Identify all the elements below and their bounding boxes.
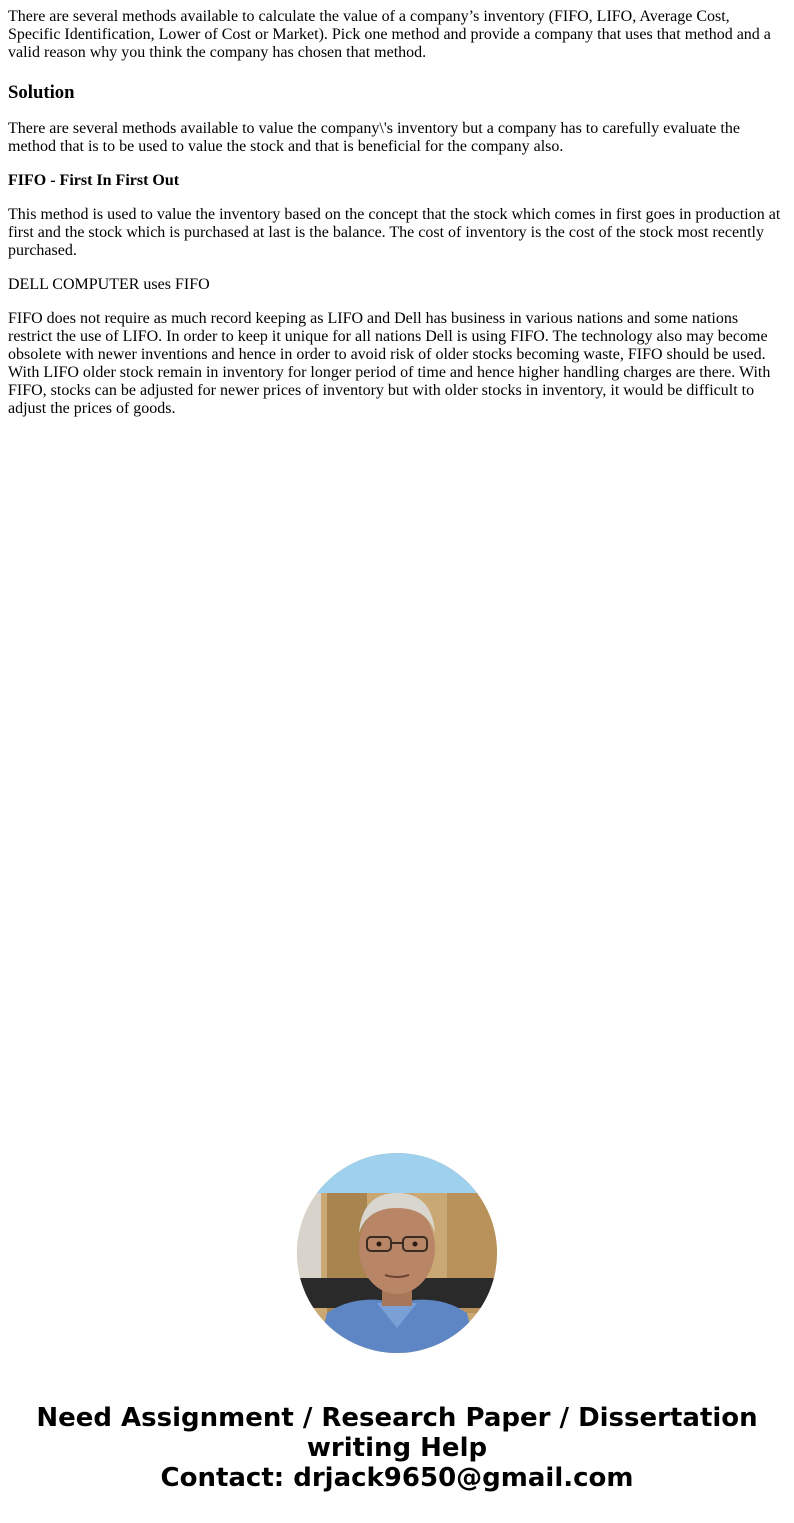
author-avatar: [297, 1153, 497, 1353]
method-description: This method is used to value the inventory based on the concept that the stock which comes in first goes in production at first and the stock which is purchased at last is the balance. The cost of inventory is the cost of the stock most recently purchased.: [8, 206, 781, 259]
solution-heading: Solution: [8, 82, 75, 103]
reasoning-paragraph: FIFO does not require as much record keeping as LIFO and Dell has business in various nations and some nations restrict the use of LIFO. In order to keep it unique for all nations Dell is using FIFO. The technology also may become obsolete with newer inventions and hence in order to avoid risk of older stocks becoming waste, FIFO should be used. With LIFO older stock remain in inventory for longer period of time and hence higher handling charges are there. With FIFO, stocks can be adjusted for newer prices of inventory but with older stocks in inventory, it would be difficult to adjust the prices of goods.: [8, 310, 771, 417]
promo-line-2: writing Help: [306, 1433, 488, 1463]
question-text: There are several methods available to calculate the value of a company’s inventory (FIFO, LIFO, Average Cost, Specific Identification, Lower of Cost or Market). Pick one method and provide a company that uses that method and a valid reason why you think the company has chosen that method.: [8, 8, 771, 61]
intro-paragraph: There are several methods available to value the company\'s inventory but a company has to carefully evaluate the method that is to be used to value the stock and that is beneficial for the company also.: [8, 120, 740, 155]
company-line: DELL COMPUTER uses FIFO: [8, 276, 210, 293]
method-heading: FIFO - First In First Out: [8, 172, 180, 189]
promo-line-1: Need Assignment / Research Paper / Dissertation: [36, 1403, 758, 1433]
promo-banner: [0, 1403, 794, 1493]
author-portrait-image: [297, 1153, 497, 1353]
promo-contact: Contact: drjack9650@gmail.com: [160, 1463, 634, 1493]
document-body: [8, 8, 784, 434]
